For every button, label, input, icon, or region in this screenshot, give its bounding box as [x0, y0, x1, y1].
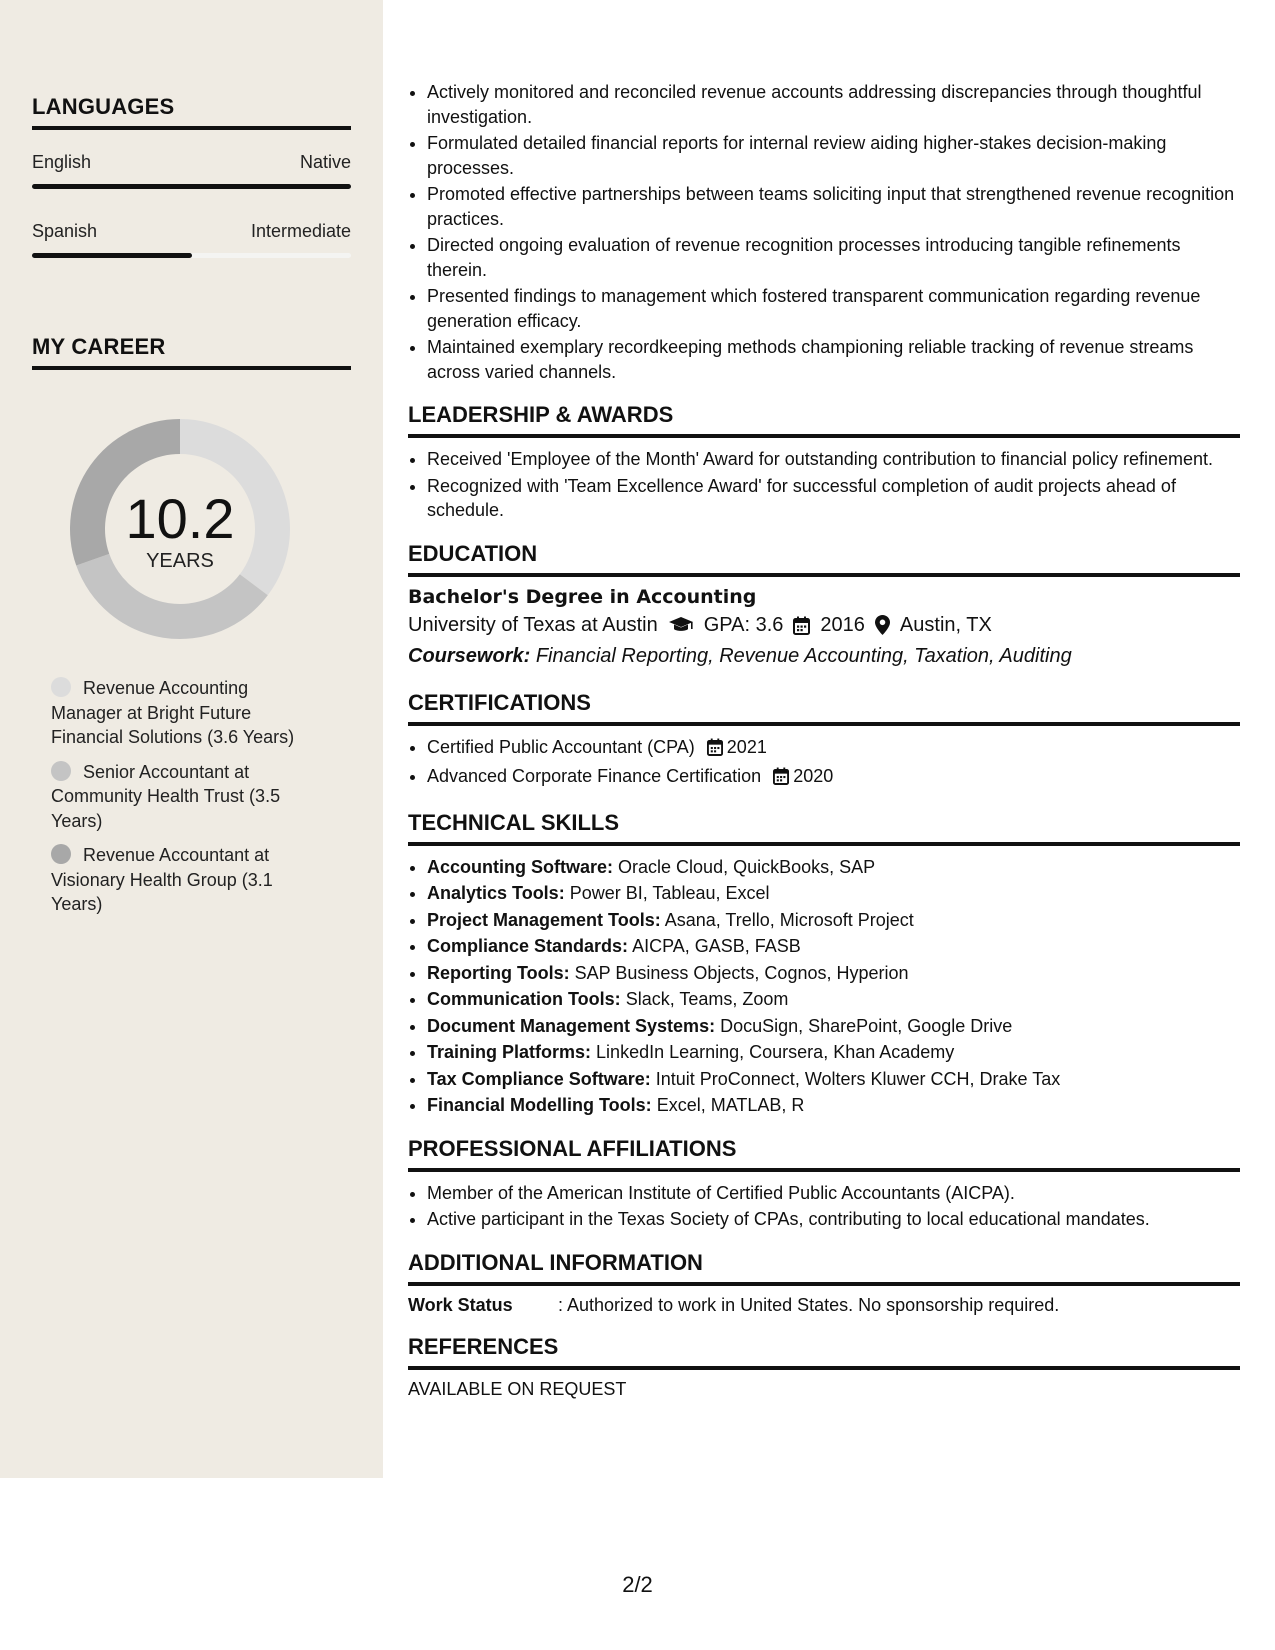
list-item: [427, 1093, 1240, 1118]
work-status-row: [408, 1295, 1240, 1316]
references-text: AVAILABLE ON REQUEST: [408, 1378, 627, 1399]
career-heading: MY CAREER: [32, 334, 351, 370]
career-legend-item: [51, 760, 321, 834]
skill-value: SAP Business Objects, Cognos, Hyperion: [574, 962, 909, 983]
sidebar: [0, 0, 383, 1478]
language-name: English: [32, 152, 92, 172]
career-unit: YEARS: [146, 550, 214, 572]
list-item: [427, 961, 1240, 986]
main-column: [408, 80, 1240, 1400]
work-status-label: Work Status: [408, 1294, 513, 1315]
calendar-icon: [707, 738, 723, 763]
language-level: Native: [299, 152, 351, 172]
skill-value: Intuit ProConnect, Wolters Kluwer CCH, Drake Tax: [655, 1068, 1061, 1089]
additional-info-heading: ADDITIONAL INFORMATION: [408, 1250, 1240, 1286]
list-item: [427, 881, 1240, 906]
certification-name: Certified Public Accountant (CPA): [427, 736, 695, 757]
skills-heading: TECHNICAL SKILLS: [408, 810, 1240, 846]
language-bar-english: [32, 184, 351, 189]
list-item: [427, 764, 1240, 792]
list-item: • Received 'Employee of the Month' Award for outstanding contribution to financial policy refinement.: [427, 447, 1240, 472]
skill-value: DocuSign, SharePoint, Google Drive: [720, 1015, 1013, 1036]
coursework-list: Financial Reporting, Revenue Accounting, Taxation, Auditing: [535, 644, 1072, 667]
skill-label: Financial Modelling Tools:: [427, 1095, 652, 1115]
skill-label: Document Management Systems:: [427, 1015, 716, 1036]
list-item: • Promoted effective partnerships between teams soliciting input that strengthened revenue recognition practices.: [427, 182, 1240, 231]
skills-list: [408, 855, 1240, 1118]
skill-value: Excel, MATLAB, R: [656, 1095, 805, 1115]
skill-value: LinkedIn Learning, Coursera, Khan Academy: [596, 1042, 955, 1062]
school-name: University of Texas at Austin: [408, 613, 658, 636]
career-legend-label: Revenue Accounting Manager at Bright Future Financial Solutions (3.6 Years): [51, 678, 295, 747]
career-legend-label: Revenue Accountant at Visionary Health Group (3.1 Years): [51, 845, 273, 914]
skill-label: Analytics Tools:: [427, 883, 565, 903]
list-item: [427, 1040, 1240, 1065]
list-item: • Presented findings to management which fostered transparent communication regarding revenue generation efficacy.: [427, 284, 1240, 333]
skill-value: Asana, Trello, Microsoft Project: [664, 909, 914, 930]
career-legend-item: [51, 676, 321, 750]
page-number: 2/2: [622, 1572, 653, 1597]
career-legend-label: Senior Accountant at Community Health Trust (3.5 Years): [51, 761, 281, 831]
list-item: • Formulated detailed financial reports for internal review aiding higher-stakes decision-making processes.: [427, 131, 1240, 180]
languages-heading: LANGUAGES: [32, 94, 351, 130]
career-legend: [51, 676, 321, 927]
skill-label: Reporting Tools:: [427, 962, 570, 983]
list-item: • Directed ongoing evaluation of revenue recognition processes introducing tangible refinements therein.: [427, 233, 1240, 282]
list-item: [427, 735, 1240, 763]
location-pin-icon: [875, 615, 890, 635]
list-item: [427, 1067, 1240, 1092]
work-status-value: : Authorized to work in United States. No sponsorship required.: [558, 1294, 1060, 1315]
skill-value: AICPA, GASB, FASB: [632, 936, 801, 956]
career-total: 10.2: [125, 487, 235, 550]
list-item: [427, 1014, 1240, 1039]
language-name: Spanish: [32, 221, 98, 241]
legend-dot-icon: [51, 677, 71, 697]
list-item: • Actively monitored and reconciled revenue accounts addressing discrepancies through thoughtful investigation.: [427, 80, 1240, 129]
language-bar-fill: [32, 253, 192, 258]
language-row-spanish: [32, 221, 351, 242]
skill-label: Accounting Software:: [427, 856, 614, 877]
leadership-list: [408, 447, 1240, 523]
career-legend-item: [51, 843, 321, 917]
legend-dot-icon: [51, 761, 71, 781]
list-item: [427, 987, 1240, 1012]
legend-dot-icon: [51, 844, 71, 864]
skill-value: Slack, Teams, Zoom: [625, 989, 789, 1009]
gpa: GPA: 3.6: [703, 613, 784, 636]
language-bar-spanish: [32, 253, 351, 258]
coursework: [408, 645, 1240, 668]
graduation-year: 2016: [820, 613, 865, 636]
graduation-cap-icon: [668, 616, 694, 634]
leadership-heading: LEADERSHIP & AWARDS: [408, 402, 1240, 438]
list-item: • Maintained exemplary recordkeeping methods championing reliable tracking of revenue streams across varied channels.: [427, 335, 1240, 384]
skill-label: Communication Tools:: [427, 989, 621, 1009]
skill-value: Oracle Cloud, QuickBooks, SAP: [618, 856, 876, 877]
list-item: • Active participant in the Texas Society of CPAs, contributing to local educational mandates.: [427, 1207, 1240, 1232]
skill-label: Compliance Standards:: [427, 936, 629, 956]
language-level: Intermediate: [250, 221, 351, 241]
affiliations-list: [408, 1181, 1240, 1232]
career-donut: [65, 414, 295, 644]
skill-label: Tax Compliance Software:: [427, 1068, 651, 1089]
list-item: [427, 855, 1240, 880]
skill-label: Training Platforms:: [427, 1042, 592, 1062]
skill-value: Power BI, Tableau, Excel: [569, 883, 770, 903]
school-location: Austin, TX: [899, 613, 992, 636]
references-heading: REFERENCES: [408, 1334, 1240, 1370]
experience-bullets: [408, 80, 1240, 384]
list-item: • Member of the American Institute of Certified Public Accountants (AICPA).: [427, 1181, 1240, 1206]
calendar-icon: [773, 767, 789, 792]
affiliations-heading: PROFESSIONAL AFFILIATIONS: [408, 1136, 1240, 1172]
list-item: [427, 934, 1240, 959]
degree-title: Bachelor's Degree in Accounting: [408, 585, 757, 608]
education-heading: EDUCATION: [408, 541, 1240, 577]
certifications-list: [408, 735, 1240, 792]
certifications-heading: CERTIFICATIONS: [408, 690, 1240, 726]
list-item: • Recognized with 'Team Excellence Award' for successful completion of audit projects ahead of schedule.: [427, 474, 1240, 523]
language-bar-fill: [32, 184, 351, 189]
certification-name: Advanced Corporate Finance Certification: [427, 766, 762, 786]
list-item: [427, 908, 1240, 933]
coursework-label: Coursework:: [408, 644, 531, 667]
certification-year: 2021: [726, 736, 767, 757]
calendar-icon: [793, 616, 810, 635]
language-row-english: [32, 152, 351, 173]
certification-year: 2020: [793, 766, 834, 786]
skill-label: Project Management Tools:: [427, 909, 661, 930]
education-details: [408, 614, 1240, 637]
